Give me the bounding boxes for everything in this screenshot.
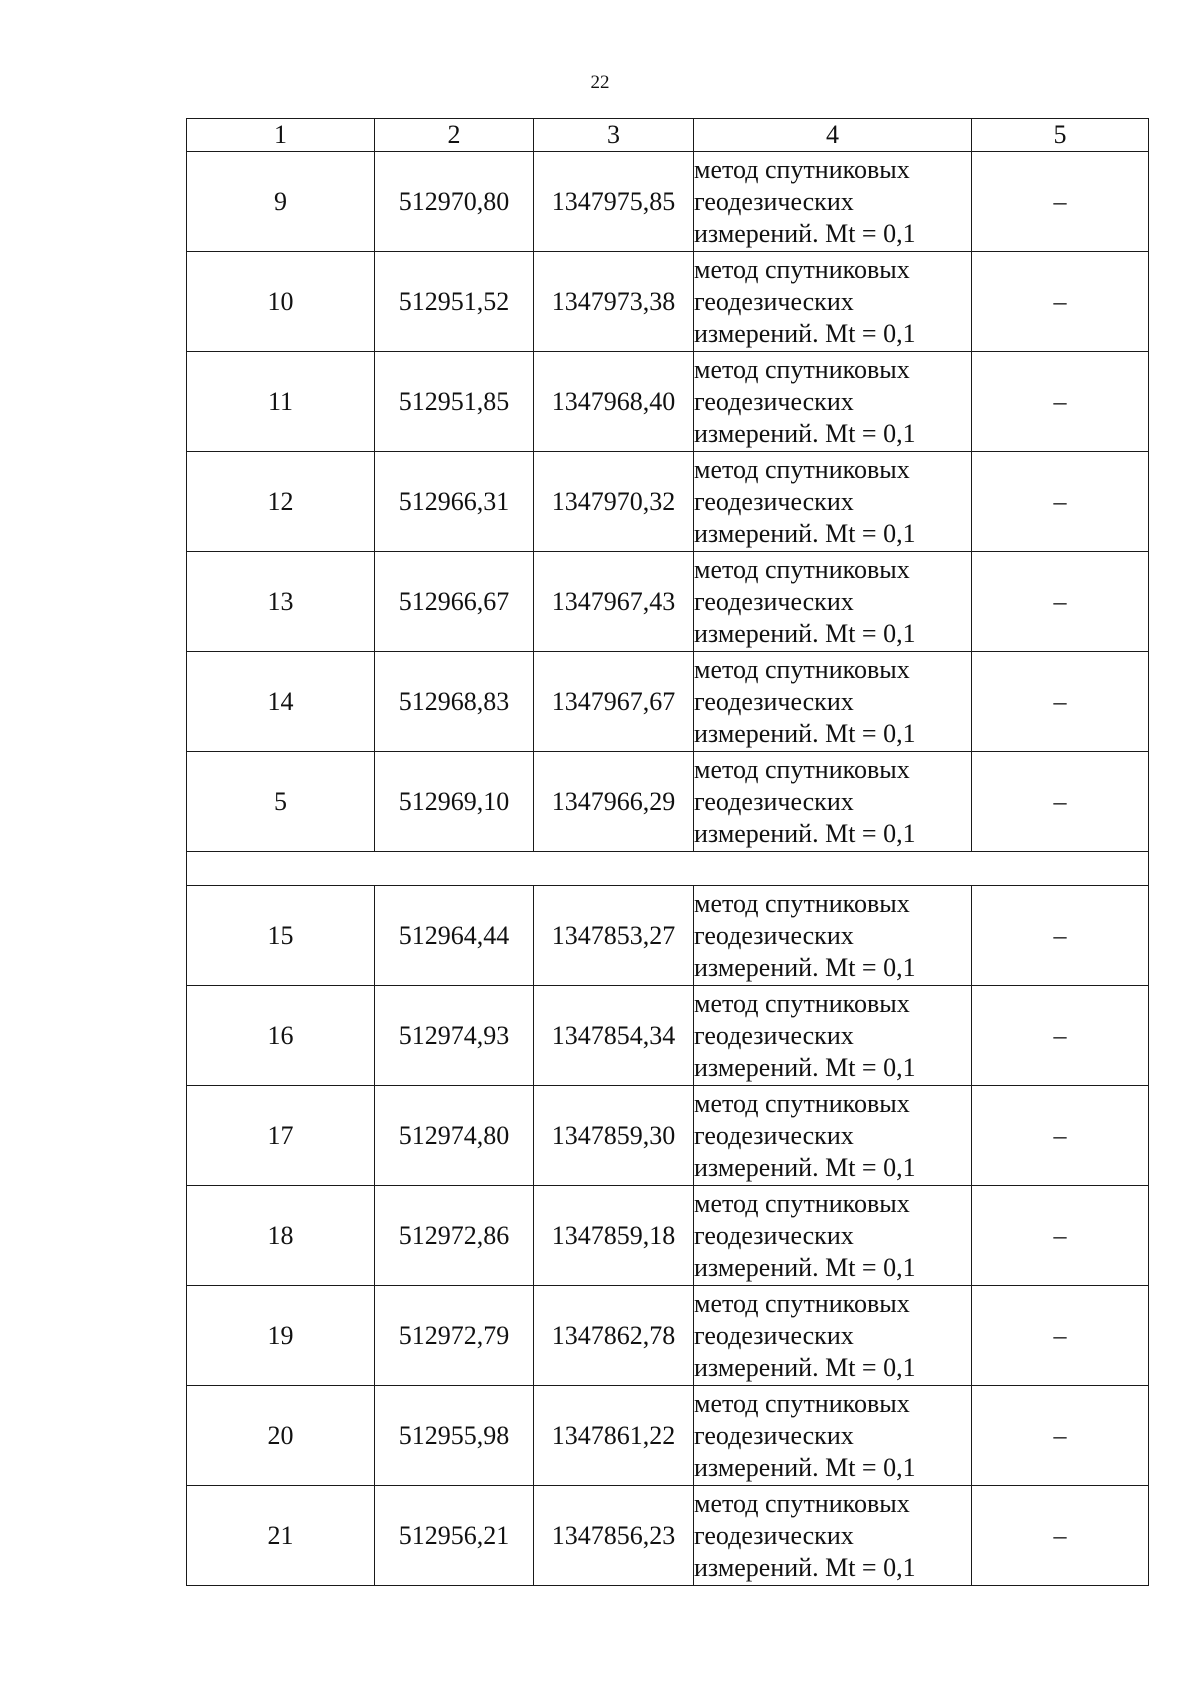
x-coordinate: 512974,80 xyxy=(375,1086,534,1186)
note-dash: – xyxy=(972,752,1149,852)
table-row xyxy=(187,1286,1149,1386)
method-line: метод спутниковых xyxy=(694,354,910,384)
y-coordinate: 1347975,85 xyxy=(534,152,694,252)
method-line: измерений. Mt = 0,1 xyxy=(694,718,916,748)
x-coordinate: 512970,80 xyxy=(375,152,534,252)
x-coordinate: 512951,52 xyxy=(375,252,534,352)
x-coordinate: 512951,85 xyxy=(375,352,534,452)
point-number: 20 xyxy=(187,1386,375,1486)
method-line: геодезических xyxy=(694,686,854,716)
note-dash: – xyxy=(972,352,1149,452)
header-col-4: 4 xyxy=(694,119,972,152)
y-coordinate: 1347856,23 xyxy=(534,1486,694,1586)
method-description xyxy=(694,252,972,352)
method-line: геодезических xyxy=(694,920,854,950)
point-number: 18 xyxy=(187,1186,375,1286)
method-description xyxy=(694,652,972,752)
note-dash: – xyxy=(972,1486,1149,1586)
note-dash: – xyxy=(972,552,1149,652)
x-coordinate: 512974,93 xyxy=(375,986,534,1086)
method-line: метод спутниковых xyxy=(694,554,910,584)
note-dash: – xyxy=(972,1386,1149,1486)
method-description xyxy=(694,886,972,986)
method-description xyxy=(694,152,972,252)
method-line: измерений. Mt = 0,1 xyxy=(694,818,916,848)
method-line: геодезических xyxy=(694,186,854,216)
point-number: 16 xyxy=(187,986,375,1086)
x-coordinate: 512969,10 xyxy=(375,752,534,852)
method-description xyxy=(694,752,972,852)
method-line: метод спутниковых xyxy=(694,1488,910,1518)
header-col-5: 5 xyxy=(972,119,1149,152)
y-coordinate: 1347861,22 xyxy=(534,1386,694,1486)
method-line: измерений. Mt = 0,1 xyxy=(694,318,916,348)
method-description xyxy=(694,1386,972,1486)
method-description xyxy=(694,1486,972,1586)
x-coordinate: 512966,67 xyxy=(375,552,534,652)
method-line: измерений. Mt = 0,1 xyxy=(694,1552,916,1582)
y-coordinate: 1347967,43 xyxy=(534,552,694,652)
method-line: метод спутниковых xyxy=(694,888,910,918)
method-line: измерений. Mt = 0,1 xyxy=(694,1052,916,1082)
y-coordinate: 1347973,38 xyxy=(534,252,694,352)
note-dash: – xyxy=(972,1186,1149,1286)
point-number: 21 xyxy=(187,1486,375,1586)
header-col-1: 1 xyxy=(187,119,375,152)
method-line: геодезических xyxy=(694,1120,854,1150)
note-dash: – xyxy=(972,652,1149,752)
point-number: 17 xyxy=(187,1086,375,1186)
table-row xyxy=(187,1486,1149,1586)
point-number: 11 xyxy=(187,352,375,452)
method-line: метод спутниковых xyxy=(694,154,910,184)
method-description xyxy=(694,552,972,652)
point-number: 9 xyxy=(187,152,375,252)
method-line: геодезических xyxy=(694,1420,854,1450)
coordinates-table xyxy=(186,118,1149,1586)
y-coordinate: 1347968,40 xyxy=(534,352,694,452)
method-line: геодезических xyxy=(694,486,854,516)
y-coordinate: 1347970,32 xyxy=(534,452,694,552)
table-row xyxy=(187,152,1149,252)
y-coordinate: 1347859,18 xyxy=(534,1186,694,1286)
table-body xyxy=(187,152,1149,1586)
method-description xyxy=(694,1086,972,1186)
table-row xyxy=(187,1086,1149,1186)
table-row xyxy=(187,886,1149,986)
y-coordinate: 1347853,27 xyxy=(534,886,694,986)
y-coordinate: 1347854,34 xyxy=(534,986,694,1086)
method-description xyxy=(694,986,972,1086)
table-row xyxy=(187,752,1149,852)
x-coordinate: 512972,79 xyxy=(375,1286,534,1386)
x-coordinate: 512966,31 xyxy=(375,452,534,552)
table-row xyxy=(187,352,1149,452)
page-number: 22 xyxy=(590,72,610,93)
point-number: 15 xyxy=(187,886,375,986)
y-coordinate: 1347967,67 xyxy=(534,652,694,752)
point-number: 12 xyxy=(187,452,375,552)
method-description xyxy=(694,352,972,452)
method-line: измерений. Mt = 0,1 xyxy=(694,1452,916,1482)
method-line: геодезических xyxy=(694,786,854,816)
method-line: измерений. Mt = 0,1 xyxy=(694,952,916,982)
table-row xyxy=(187,986,1149,1086)
x-coordinate: 512968,83 xyxy=(375,652,534,752)
table-row xyxy=(187,552,1149,652)
x-coordinate: 512964,44 xyxy=(375,886,534,986)
note-dash: – xyxy=(972,986,1149,1086)
method-line: измерений. Mt = 0,1 xyxy=(694,418,916,448)
point-number: 10 xyxy=(187,252,375,352)
method-line: измерений. Mt = 0,1 xyxy=(694,518,916,548)
method-line: метод спутниковых xyxy=(694,1188,910,1218)
method-description xyxy=(694,452,972,552)
header-row xyxy=(187,119,1149,152)
point-number: 19 xyxy=(187,1286,375,1386)
x-coordinate: 512955,98 xyxy=(375,1386,534,1486)
note-dash: – xyxy=(972,452,1149,552)
method-line: метод спутниковых xyxy=(694,1288,910,1318)
method-line: метод спутниковых xyxy=(694,1388,910,1418)
header-col-3: 3 xyxy=(534,119,694,152)
table-row xyxy=(187,1386,1149,1486)
y-coordinate: 1347859,30 xyxy=(534,1086,694,1186)
table-row xyxy=(187,452,1149,552)
method-line: метод спутниковых xyxy=(694,254,910,284)
method-line: метод спутниковых xyxy=(694,988,910,1018)
method-line: геодезических xyxy=(694,586,854,616)
method-line: геодезических xyxy=(694,1220,854,1250)
point-number: 13 xyxy=(187,552,375,652)
separator-row xyxy=(187,852,1149,886)
table-row xyxy=(187,652,1149,752)
method-line: геодезических xyxy=(694,1520,854,1550)
header-col-2: 2 xyxy=(375,119,534,152)
method-line: измерений. Mt = 0,1 xyxy=(694,1352,916,1382)
method-description xyxy=(694,1286,972,1386)
method-line: измерений. Mt = 0,1 xyxy=(694,1152,916,1182)
note-dash: – xyxy=(972,152,1149,252)
table-row xyxy=(187,252,1149,352)
method-line: метод спутниковых xyxy=(694,1088,910,1118)
point-number: 5 xyxy=(187,752,375,852)
y-coordinate: 1347966,29 xyxy=(534,752,694,852)
note-dash: – xyxy=(972,1286,1149,1386)
method-line: геодезических xyxy=(694,1020,854,1050)
method-line: геодезических xyxy=(694,386,854,416)
method-line: геодезических xyxy=(694,286,854,316)
x-coordinate: 512956,21 xyxy=(375,1486,534,1586)
note-dash: – xyxy=(972,252,1149,352)
table-row xyxy=(187,1186,1149,1286)
x-coordinate: 512972,86 xyxy=(375,1186,534,1286)
note-dash: – xyxy=(972,886,1149,986)
y-coordinate: 1347862,78 xyxy=(534,1286,694,1386)
method-line: метод спутниковых xyxy=(694,654,910,684)
method-line: метод спутниковых xyxy=(694,754,910,784)
note-dash: – xyxy=(972,1086,1149,1186)
method-line: измерений. Mt = 0,1 xyxy=(694,218,916,248)
method-line: геодезических xyxy=(694,1320,854,1350)
method-description xyxy=(694,1186,972,1286)
separator-cell xyxy=(187,852,1149,886)
method-line: метод спутниковых xyxy=(694,454,910,484)
method-line: измерений. Mt = 0,1 xyxy=(694,1252,916,1282)
point-number: 14 xyxy=(187,652,375,752)
method-line: измерений. Mt = 0,1 xyxy=(694,618,916,648)
